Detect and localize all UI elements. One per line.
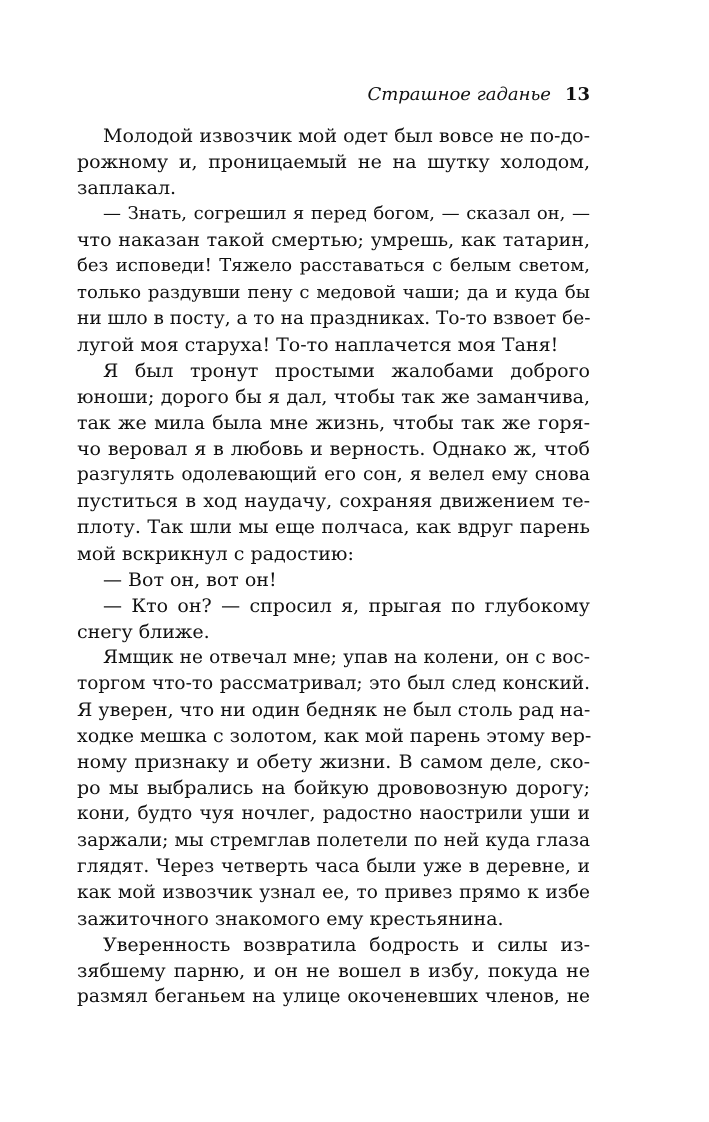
text-line: рожному и, проницаемый не на шутку холодом, [77,151,590,174]
text-line: лугой моя старуха! То-то наплачется моя Таня! [77,333,559,356]
text-line: торгом что-то рассматривал; это был след конский. [77,672,590,694]
paragraph [77,932,590,1010]
text-line: Я уверен, что ни один бедняк не был столь рад на- [77,699,591,722]
text-line: пуститься в ход наудачу, сохраняя движением те- [77,490,590,513]
text-line: Уверенность возвратила бодрость и силы из- [103,933,590,956]
paragraph [77,358,590,567]
text-line: зажиточного знакомого ему крестьянина. [77,907,504,930]
text-line: плоту. Так шли мы еще полчаса, как вдруг парень [77,516,590,539]
text-line: Молодой извозчик мой одет был вовсе не по-до- [103,125,590,147]
paragraph [77,645,590,932]
text-line: размял беганьем на улице окоченевших членов, не [77,986,590,1008]
text-line: ному признаку и обету жизни. В самом деле, ско- [77,751,590,774]
paragraph [77,123,590,201]
text-line: глядят. Через четверть часа были уже в деревне, и [77,855,590,877]
text-line: как мой извозчик узнал ее, то привез прямо к избе [77,881,590,903]
text-line: Я был тронут простыми жалобами доброго [103,359,590,382]
text-line: без исповеди! Тяжело расставаться с белым светом, [77,255,590,277]
running-header [77,84,590,106]
text-line: — Вот он, вот он! [103,568,277,591]
text-line: — Знать, согрешил я перед богом, — сказал он, — [103,203,590,225]
paragraph [77,593,590,645]
text-line: кони, будто чуя ночлег, радостно наострили уши и [77,803,590,825]
text-line: зябшему парню, и он не вошел в избу, покуда не [77,960,590,982]
text-line: только раздувши пену с медовой чаши; да и куда бы [77,281,590,303]
text-line: ни шло в посту, а то на праздниках. То-то взвоет бе- [77,307,591,329]
text-line: заплакал. [77,177,177,200]
text-line: ро мы выбрались на бойкую дрововозную дорогу; [77,777,590,800]
text-line: разгулять одолевающий его сон, я велел ему снова [77,464,590,486]
paragraph [77,567,590,593]
text-line: заржали; мы стремглав полетели по ней куда глаза [77,829,590,851]
text-line: юноши; дорого бы я дал, чтобы так же заманчива, [77,385,590,408]
running-title: Страшное гаданье [367,84,551,105]
body-text [77,123,590,1010]
text-line: снегу ближе. [77,620,210,643]
paragraph [77,201,590,358]
text-line: — Кто он? — спросил я, прыгая по глубокому [103,594,590,617]
text-line: что наказан такой смертью; умрешь, как татарин, [77,229,590,252]
text-line: ходке мешка с золотом, как мой парень этому вер- [77,725,592,748]
text-line: мой вскрикнул с радостию: [77,542,354,565]
text-line: чо веровал я в любовь и верность. Однако ж, чтоб [77,438,590,461]
text-line: так же мила была мне жизнь, чтобы так же горя- [77,412,590,435]
text-line: Ямщик не отвечал мне; упав на колени, он с вос- [103,646,590,668]
page-number: 13 [564,84,590,105]
